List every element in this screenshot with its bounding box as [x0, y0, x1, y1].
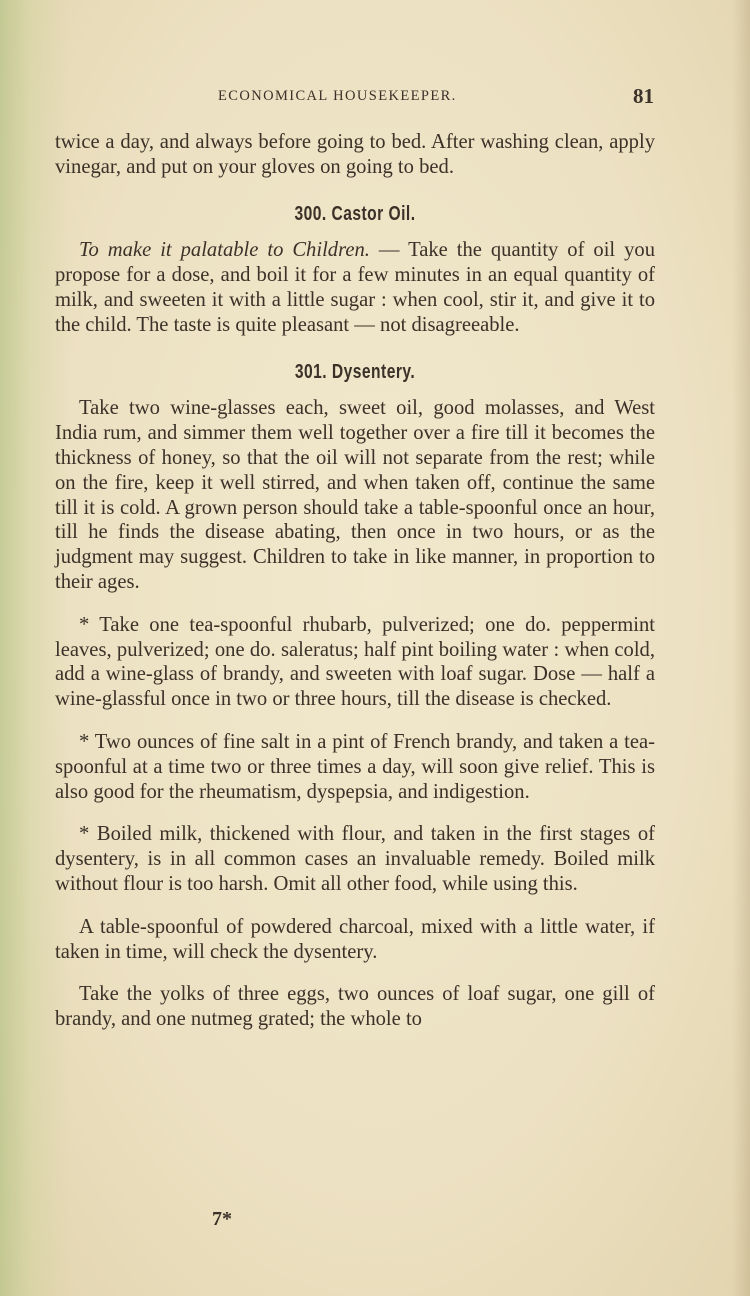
castor-oil-body: — Take the quantity of oil you propose for a dose, and boil it for a few minutes in an equal quantity of milk, and sweeten it with a little sugar : when cool, stir it, and give it to the child. The taste is quite pleasant — not disagreeable. — [55, 239, 655, 336]
running-head-title: ECONOMICAL HOUSEKEEPER. — [218, 88, 457, 104]
dysentery-paragraph-1: Take two wine-glasses each, sweet oil, good molasses, and West India rum, and simmer them well together over a fire till it becomes the thickness of honey, so that the oil will not separate from the rest; while on the fire, keep it well stirred, and when taken off, continue the same till it is cold. A grown person should take a table-spoonful once an hour, till he finds the disease abating, then once in two hours, or as the judgment may suggest. Children to take in like manner, in proportion to their ages. — [55, 397, 655, 593]
dysentery-paragraph-5: A table-spoonful of powdered charcoal, mixed with a little water, if taken in time, will check the dysentery. — [55, 915, 655, 963]
dysentery-paragraph-3: * Two ounces of fine salt in a pint of French brandy, and taken a tea-spoonful at a time two or three times a day, will soon give relief. This is also good for the rheumatism, dyspepsia, and indigestion. — [55, 730, 655, 803]
section-heading-castor-oil: 300. Castor Oil. — [294, 202, 416, 225]
running-head — [56, 84, 656, 114]
dysentery-paragraph-2: * Take one tea-spoonful rhubarb, pulverized; one do. peppermint leaves, pulverized; one do. saleratus; half pint boiling water : when cold, add a wine-glass of brandy, and sweeten with loaf sugar. Dose — half a wine-glassful once in two or three hours, till the disease is checked. — [55, 613, 655, 711]
dysentery-paragraph-6: Take the yolks of three eggs, two ounces of loaf sugar, one gill of brandy, and one nutmeg grated; the whole to — [55, 983, 655, 1031]
section-heading-dysentery: 301. Dysentery. — [294, 360, 416, 383]
dysentery-paragraph-4: * Boiled milk, thickened with flour, and taken in the first stages of dysentery, is in all common cases an invaluable remedy. Boiled milk without flour is too harsh. Omit all other food, while using this. — [55, 823, 655, 895]
signature-mark: 7* — [212, 1208, 232, 1230]
page-edge-shadow — [732, 0, 750, 1296]
page-number: 81 — [633, 84, 654, 108]
castor-oil-lead: To make it palatable to Children. — [79, 239, 370, 262]
continued-paragraph: twice a day, and always before going to bed. After washing clean, apply vinegar, and put on your gloves on going to bed. — [55, 131, 655, 178]
castor-oil-paragraph — [55, 238, 655, 337]
page-text — [55, 130, 655, 1032]
